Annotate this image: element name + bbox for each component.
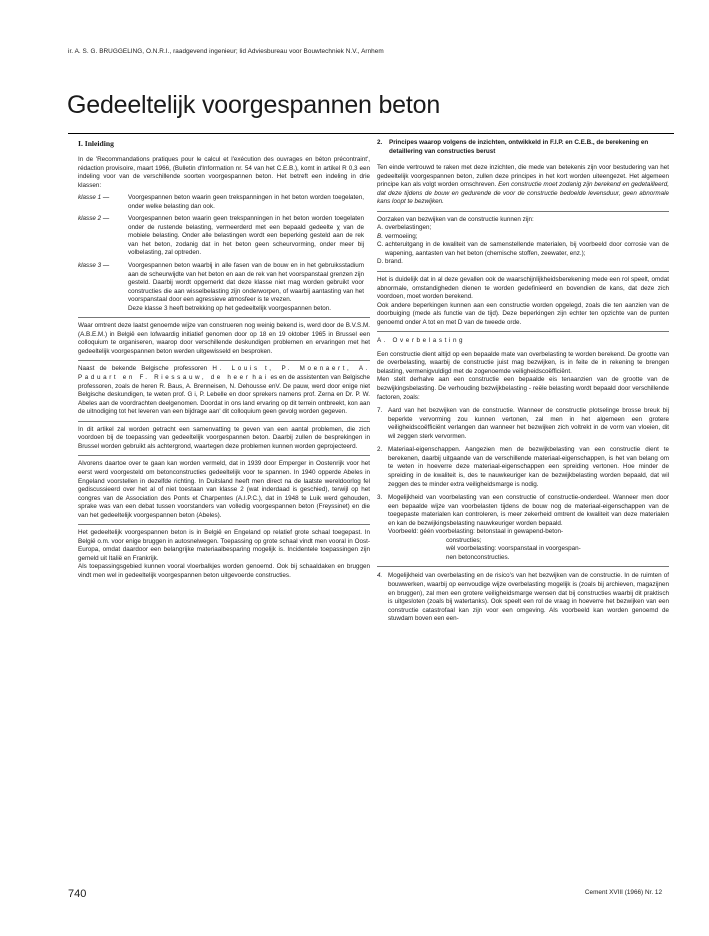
paragraph: Ook andere beperkingen kunnen aan een constructie worden opgelegd, zoals die ten aanzien van de doorbuiging (mede als functie van de tijd). Deze beperkingen zijn echter ten opzichte van de punten genoemd onder A tot en met D van de tweede orde. [377, 301, 669, 326]
paragraph: Waar omtrent deze laatst genoemde wijze van construeren nog weinig bekend is, werd door de B.V.S.M. (A.B.E.M.) in België een lofwaardig initiatief genomen door op 18 en 19 oktober 1965 in Brussel een colloquium te organiseren, waarop door verschillende deskundigen problemen en ervaringen met het gedeeltelijk voorgespannen beton werden uitgewisseld en besproken. [78, 322, 370, 355]
journal-footer: Cement XVIII (1966) Nr. 12 [584, 889, 662, 896]
paragraph: Een constructie dient altijd op een bepaalde mate van overbelasting te worden berekend. De grootte van de overbelasting, waarbij de constructie juist mag bezwijken, is in feite de in rekening te brengen belasting, vermenigvuldigd met de zogenoemde veiligheidscoëfficiënt. [377, 350, 669, 375]
cause-item-b [377, 233, 669, 242]
divider [377, 211, 669, 212]
spaced-name: t, P. Moenaert, A. Paduart en F. Riessauw, de heer [78, 365, 371, 382]
page-number: 740 [68, 888, 87, 900]
divider [78, 421, 370, 422]
item-marker: 3. [377, 494, 383, 502]
divider [377, 331, 669, 332]
item-text: vermoeiing; [385, 232, 418, 240]
factor-item-1 [377, 407, 669, 441]
section-heading-principes [377, 139, 669, 156]
factor-item-4 [377, 572, 669, 623]
item-text: Materiaal-eigenschappen. Aangezien men de bezwijkbelasting van een constructie dient te berekenen, daarbij uitgaande van de verschillende materiaal-eigenschappen, is het van belang om te weten in hoeverre deze materiaal-eigenschappen een spreiding vertonen. Hoe minder de spreiding in de kwaliteit is, des te nauwkeuriger kan de bezwijkbelasting worden bepaald, dat wil zeggen des te minder extra veiligheidsmarge is nodig. [388, 446, 669, 488]
example-line: constructies; [446, 536, 482, 544]
italic-run: Een constructie moet zodanig zijn berekend en gedetailleerd, dat deze tijdens de bouw en gedurende de voor de constructie bedoelde levensduur, geen abnormale kans loopt te bezwijken. [377, 181, 669, 206]
author-byline: ir. A. S. G. BRUGGELING, O.N.R.I., raadgevend ingenieur; lid Adviesbureau voor Bouwtechniek N.V., Arnhem [68, 48, 384, 55]
text-run: Ten einde vertrouwd te raken met deze inzichten, die mede van betekenis zijn voor bestudering van het gedeeltelijk voorgespannen beton, zullen deze principes in het kort worden uiteengezet. Het algemeen principe kan als volgt worden omschreven. [377, 164, 669, 189]
paragraph: In dit artikel zal worden getracht een samenvatting te geven van een aantal problemen, die zich voordoen bij de toepassing van gedeeltelijk voorgespannen beton. Daarbij zullen de besprekingen in Brussel worden gebruikt als achtergrond, waartegen deze problemen kunnen worden geprojecteerd. [78, 425, 370, 450]
divider [377, 566, 669, 567]
spaced-name: H. Louis [212, 365, 260, 373]
cause-item-d [377, 258, 669, 267]
item-text: Mogelijkheid van voorbelasting van een constructie of constructie-onderdeel. Wanneer men door een bepaalde wijze van voorbelasten tijdens de bouw nog de materiaal-eigenschappen van de toegepaste materialen kan controleren, is meer zekerheid omtrent de kwaliteit van deze materialen en kan de bezwijkingsbelasting nauwkeuriger worden bepaald. [388, 494, 669, 527]
item-text: Mogelijkheid van overbelasting en de risico's van het bezwijken van de constructie. In de ruimten of bouwwerken, waarbij op eenvoudige wijze overbelasting mogelijk is (zoals bij archieven, magazijnen en bruggen), zal men een grotere veiligheidsmarge wensen dat bij constructies waarbij dit praktisch is uitgesloten (zoals bij watertanks). Ook speelt een rol de vraag in hoeverre het bezwijken van een constructie catastrofaal kan zijn voor een omgeving. Als voorbeeld kan worden genoemd de stuwdam boven een een- [388, 572, 669, 623]
item-marker: 2. [377, 446, 383, 454]
class-label: klasse 3 — [78, 262, 110, 270]
right-column [377, 139, 669, 624]
item-text: achteruitgang in de kwaliteit van de samenstellende materialen, bij voorbeeld door corrosie van de wapening, aantasten van het beton (chemische stoffen, zeewater, enz.); [385, 241, 669, 257]
divider [78, 455, 370, 456]
class-text: Voorgespannen beton waarin geen trekspanningen in het beton worden toegelaten onder de rustende belasting, vermeerderd met een bepaald gedeelte χ van de mobiele belasting. Onder alle belastingen wordt een beperking gesteld aan de rek van het beton, zodanig dat in het beton geen scheurvorming, onder meer bij volbelasting, zal optreden. [128, 215, 364, 257]
paragraph: Als toepassingsgebied kunnen vooral vloerbalkjes worden genoemd. Ook bij schaaldaken en bruggen vindt men wel in gedeeltelijk voorgespannen beton uitgevoerde constructies. [78, 563, 370, 579]
class-text: Voorgespannen beton waarin geen trekspanningen in het beton worden toegelaten, onder welke belasting dan ook. [128, 194, 364, 210]
factor-item-3 [377, 494, 669, 562]
item-marker: 7. [377, 407, 383, 415]
section-title: Principes waarop volgens de inzichten, ontwikkeld in F.I.P. en C.E.B., de berekening en detaillering van constructies berust [389, 139, 649, 155]
divider [377, 271, 669, 272]
cause-item-c [377, 241, 669, 258]
paragraph: Oorzaken van bezwijken van de constructie kunnen zijn: [377, 215, 534, 223]
cause-item-a [377, 224, 669, 233]
paragraph: Men stelt derhalve aan een constructie een bepaalde eis tenaanzien van de grootte van de bezwijkingsbelasting. De verhouding bezwijkbelasting - reële belasting wordt bepaald door verschillende factoren, zoals: [377, 376, 669, 401]
item-text: Aard van het bezwijken van de constructie. Wanneer de constructie plotselinge brosse breuk bij beperkte vervorming zou kunnen vertonen, zal men in het algemeen een grotere veiligheidscoëfficiënt verlangen dan wanneer het bezwijken zich voltrekt in de vorm van vloeien, dit wil zeggen sterk vervormen. [388, 407, 669, 440]
example-line: wèl voorbelasting: voorspanstaal in voorgespan- [446, 545, 581, 553]
paragraph [377, 164, 669, 207]
title-rule [68, 133, 674, 134]
divider [78, 360, 370, 361]
class-2-item [78, 215, 370, 258]
class-3-item [78, 262, 370, 313]
class-note: Deze klasse 3 heeft betrekking op het gedeeltelijk voorgespannen beton. [128, 304, 332, 312]
section-number: 2. [377, 139, 383, 146]
section-heading-inleiding: I. Inleiding [78, 139, 114, 148]
paragraph: Het is duidelijk dat in al deze gevallen ook de waarschijnlijkheidsberekening mede een rol speelt, omdat abnormale, omstandigheden dienen te worden gedefinieerd en bovendien de kans, dat deze zich voordoen, moet worden berekend. [377, 276, 669, 301]
item-marker: 4. [377, 572, 383, 580]
article-title: Gedeeltelijk voorgespannen beton [67, 91, 441, 119]
paragraph [78, 365, 370, 416]
subsection-heading: A. Overbelasting [377, 337, 466, 345]
divider [78, 524, 370, 525]
text-run: Naast de bekende Belgische professoren [78, 365, 208, 373]
example-line: nen betonconstructies. [446, 553, 510, 561]
factor-item-2 [377, 446, 669, 489]
example-line: Voorbeeld: géén voorbelasting: betonstaal in gewapend-beton- [388, 528, 564, 536]
item-text-wrap [388, 494, 669, 562]
class-text-wrap [128, 262, 370, 313]
item-marker: A. [377, 224, 383, 232]
paragraph: Alvorens daartoe over te gaan kan worden vermeld, dat in 1939 door Emperger in Oostenrijk voor het eerst werd voorgesteld om betonconstructies gedeeltelijk voor te spannen. In 1940 opperde Abeles in Engeland voorstellen in dezelfde richting. In Duitsland heeft men direct na de laatste wereldoorlog fel gediscussieerd over het al of niet toestaan van klasse 2 (wat inderdaad is geschied), terwijl op het congres van de Association des Ponts et Charpentes (A.I.P.C.), dat in 1948 te Luik werd gehouden, sprake was van een debat tussen voorstanders van volledig voorgespannen beton (Freyssinet) en die van het gedeeltelijk voorgespannen beton (Abeles). [78, 460, 370, 519]
left-column [78, 139, 370, 581]
item-marker: B. [377, 232, 383, 240]
spaced-name: hai [252, 374, 269, 382]
item-marker: D. [377, 258, 384, 266]
class-label: klasse 1 — [78, 194, 110, 202]
text-run: es en de assistenten van Belgische professoren, zoals de heren R. Baus, A. Brenneisen, N. Dehousse enV. De pauw, werd door enige niet Belgische deskundigen, te weten prof. G i, P. Lebelle en door sprekers namens prof. Zerna en Dr. P. W. Abeles aan de voordrachten deelgenomen. Doordat in ons land ervaring op dit terrein ontbreekt, kon aan de uitnodiging tot het leveren van een bijdrage aan' dit colloquium geen gevolg worden gegeven. [78, 374, 371, 416]
class-1-item [78, 194, 370, 211]
item-marker: C. [377, 241, 384, 249]
divider [78, 317, 370, 318]
item-text: overbelastingen; [385, 224, 432, 232]
paragraph: Het gedeeltelijk voorgespannen beton is in België en Engeland op relatief grote schaal toegepast. In België o.m. voor enige bruggen in autosnelwegen. Toepassing op grote schaal vindt men vooral in Oost-Europa, omdat daardoor een belangrijke materiaalbesparing mogelijk is. Incidentele toepassingen zijn gemeld uit Italië en Frankrijk. [78, 529, 370, 562]
paragraph: In de 'Recommandations pratiques pour le calcul et l'exécution des ouvrages en béton précontraint', rédaction provisoire, maart 1966, (Bulletin d'Information nr. 54 van het C.E.B.), komt in artikel R 0,3 een indeling voor van de verschillende soorten voorgespannen beton. Het betreft een indeling in drie klassen: [78, 156, 370, 189]
class-label: klasse 2 — [78, 215, 110, 223]
item-text: brand. [385, 258, 403, 266]
class-text: Voorgespannen beton waarbij in alle fasen van de bouw en in het gebruiksstadium aan de scheurwijdte van het beton en aan de rek van het voorspanstaal grenzen zijn gesteld. Daarbij wordt opgemerkt dat deze klasse niet mag worden gebruikt voor constructies die aan wisselbelasting zijn onderworpen, of waarbij aantasting van het voorspanstaal door een agressieve atmosfeer is te vrezen. [128, 262, 364, 304]
